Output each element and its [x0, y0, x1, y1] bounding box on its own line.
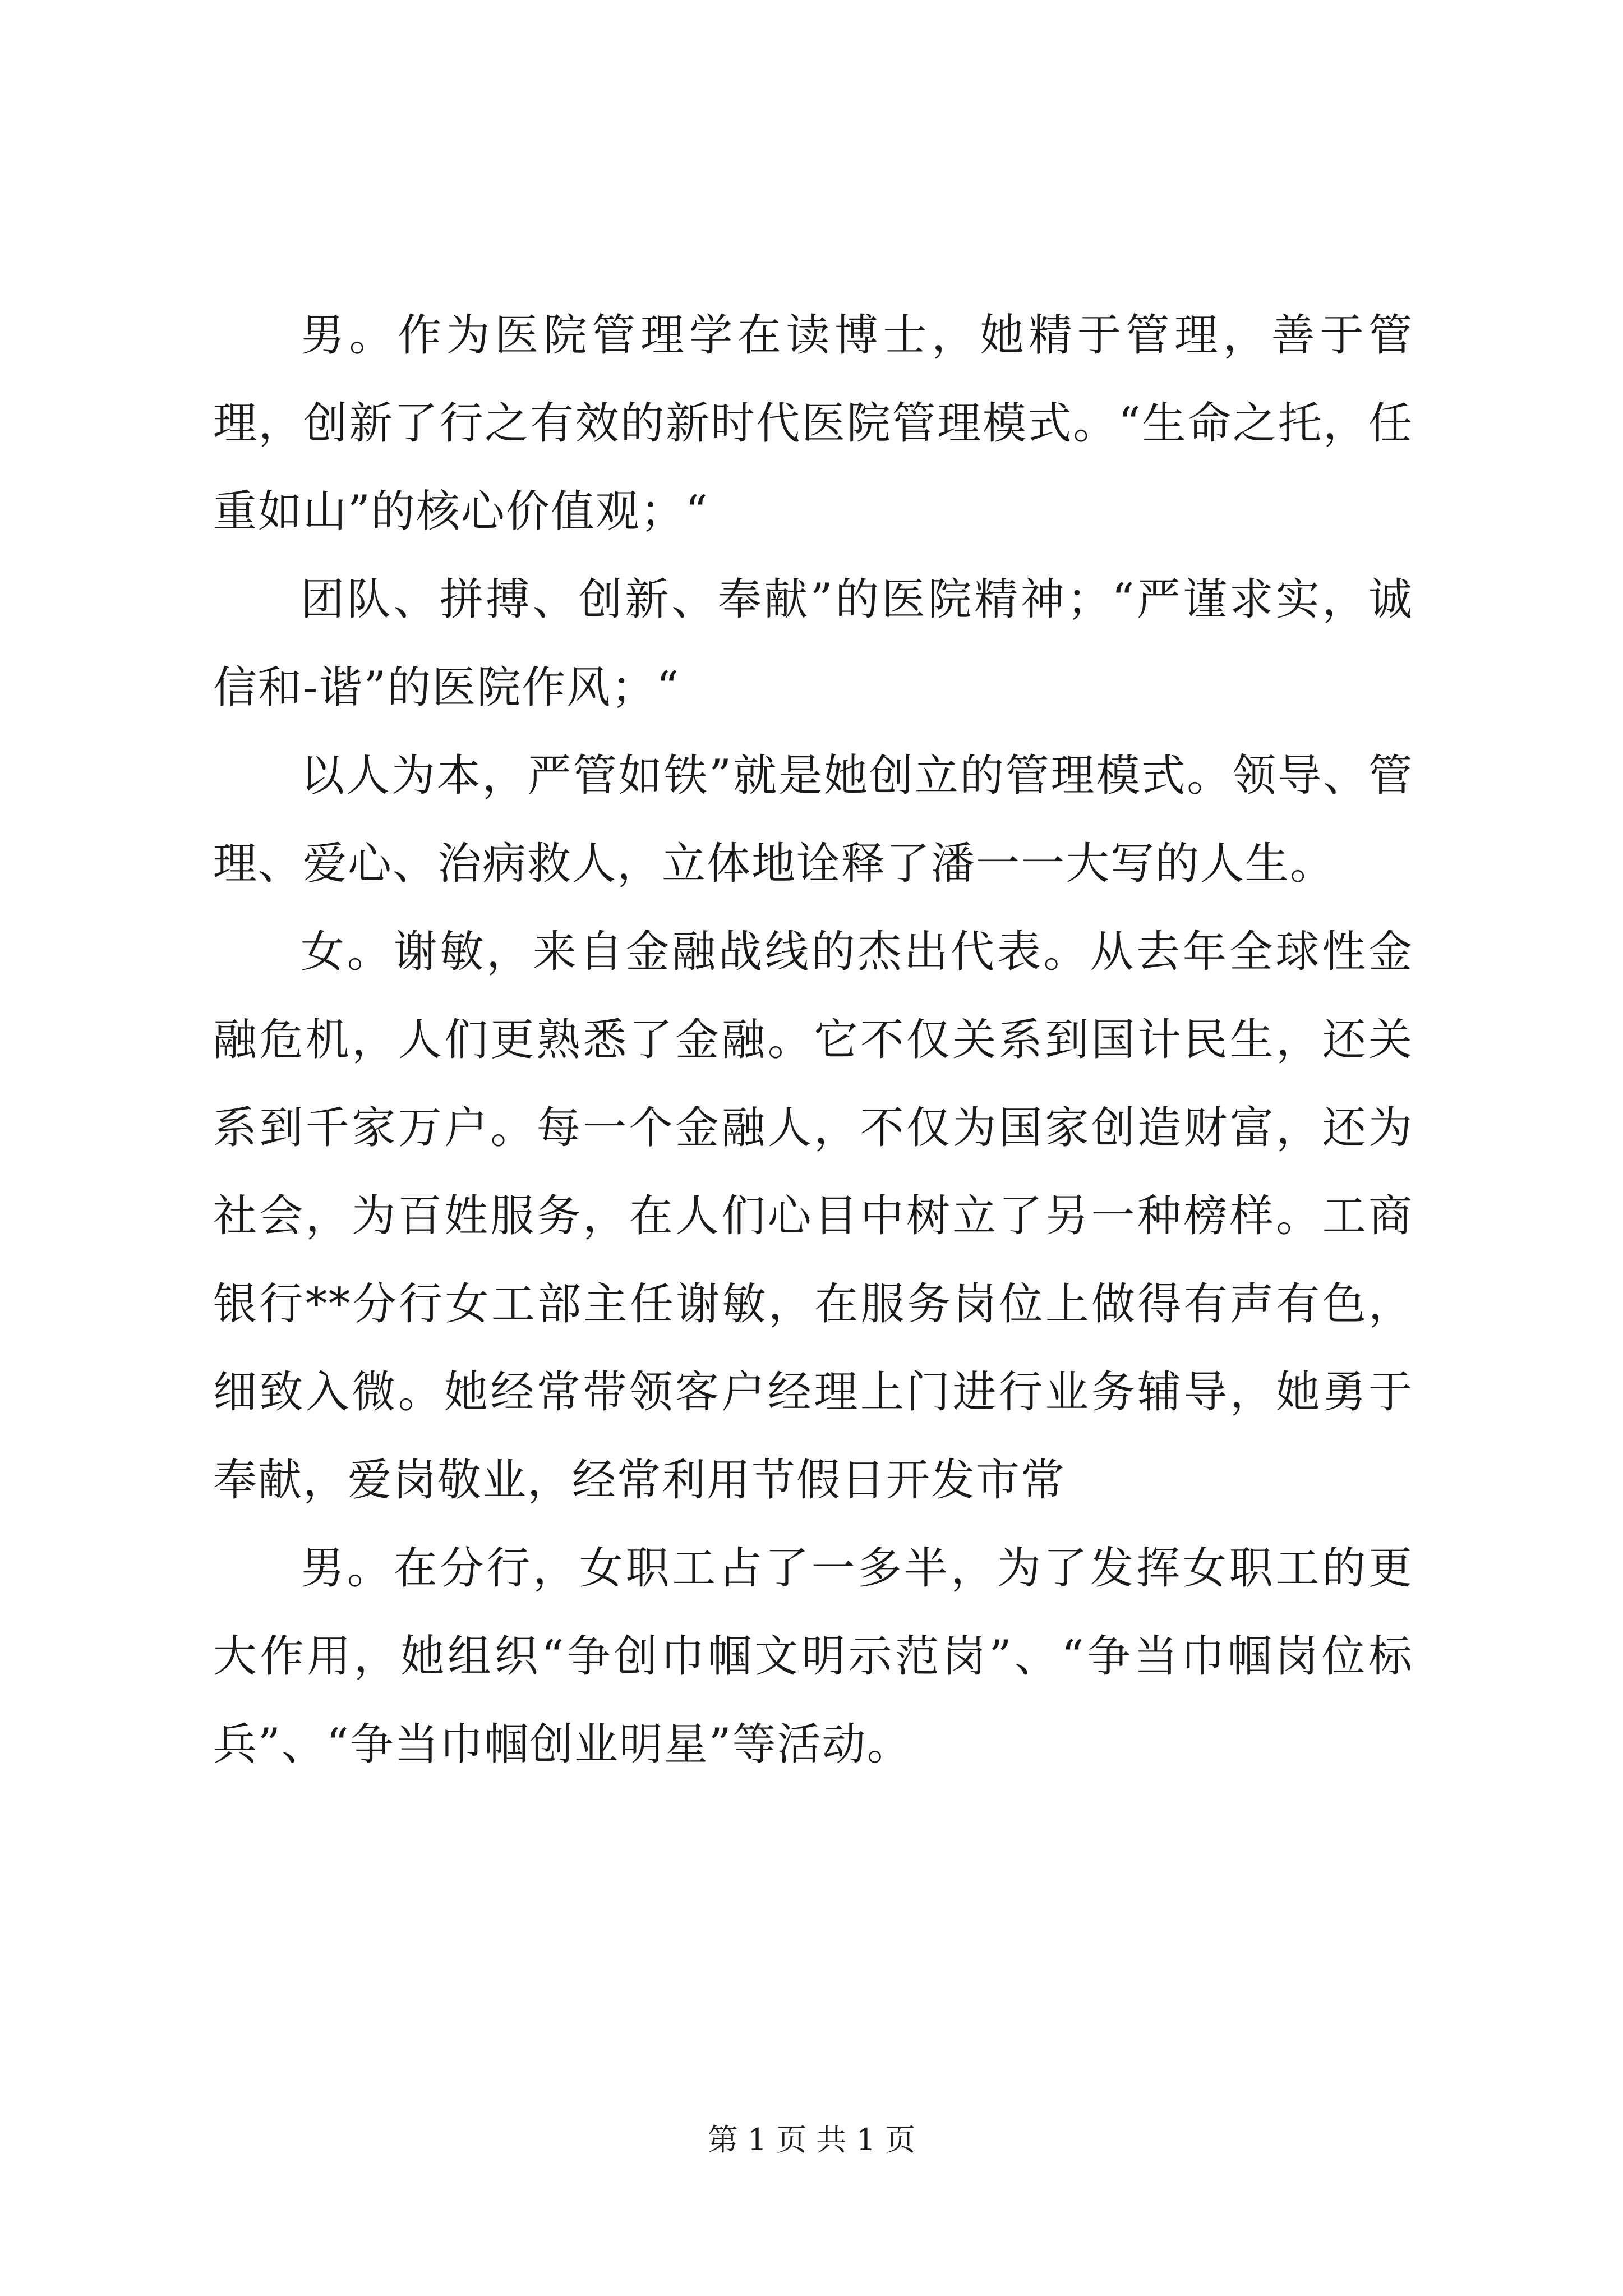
paragraph-5: 男。在分行，女职工占了一多半，为了发挥女职工的更大作用，她组织“争创巾帼文明示范岗”、“争当巾帼岗位标兵”、“争当巾帼创业明星”等活动。: [213, 1543, 1413, 1770]
page-number-footer: 第 1 页 共 1 页: [707, 2122, 916, 2157]
paragraph-2: 团队、拼搏、创新、奉献”的医院精神；“严谨求实，诚信和-谐”的医院作风；“: [213, 574, 1413, 713]
paragraph-3: 以人为本，严管如铁”就是她创立的管理模式。领导、管理、爱心、治病救人，立体地诠释了潘一一大写的人生。: [213, 751, 1413, 889]
document-body: [213, 292, 1413, 1789]
paragraph-1: 男。作为医院管理学在读博士，她精于管理，善于管理，创新了行之有效的新时代医院管理模式。“生命之托，任重如山”的核心价值观；“: [213, 310, 1413, 537]
paragraph-4: 女。谢敏，来自金融战线的杰出代表。从去年全球性金融危机，人们更熟悉了金融。它不仅关系到国计民生，还关系到千家万户。每一个金融人，不仅为国家创造财富，还为社会，为百姓服务，在人们心目中树立了另一种榜样。工商银行**分行女工部主任谢敏，在服务岗位上做得有声有色，细致入微。她经常带领客户经理上门进行业务辅导，她勇于奉献，爱岗敬业，经常利用节假日开发市常: [213, 927, 1413, 1506]
